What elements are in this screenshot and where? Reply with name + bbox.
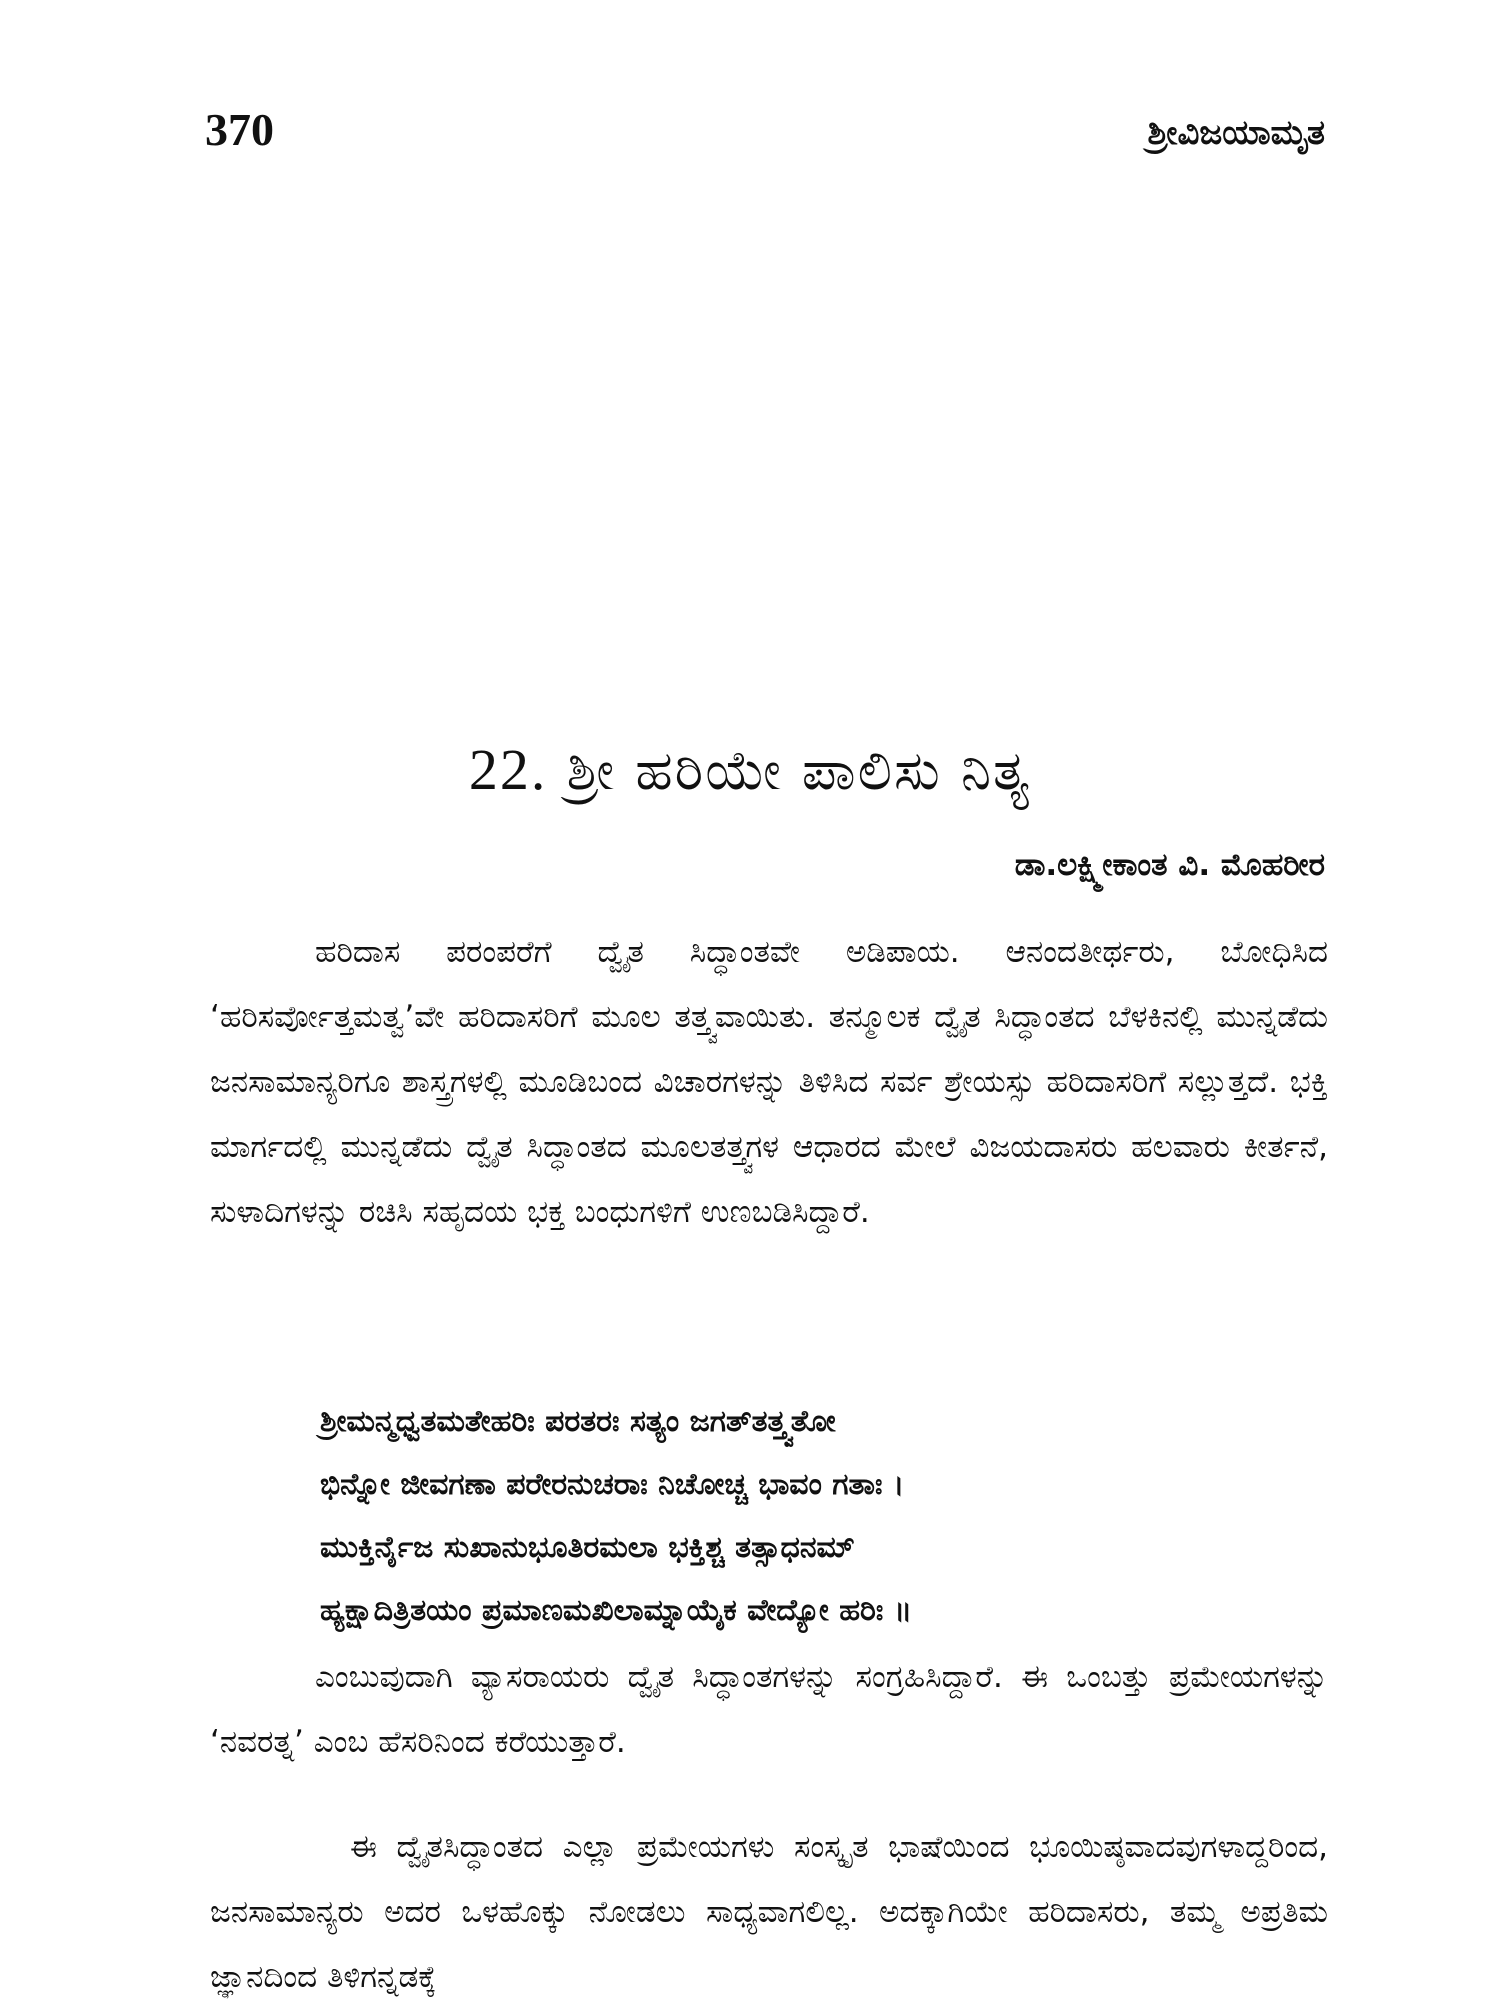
chapter-heading <box>0 730 1500 811</box>
verse-line-2: ಭಿನ್ನೋ ಜೀವಗಣಾ ಪರೇರನುಚರಾಃ ನಿಚೋಚ್ಚ ಭಾವಂ ಗತಾಃ । <box>320 1467 905 1502</box>
verse-line-1: ಶ್ರೀಮನ್ಮಧ್ವತಮತೇಹರಿಃ ಪರತರಃ ಸತ್ಯಂ ಜಗತ್‌ತತ್ತ್ವತೋ <box>320 1404 836 1439</box>
page-number: 370 <box>205 104 274 155</box>
chapter-title: ಶ್ರೀ ಹರಿಯೇ ಪಾಲಿಸು ನಿತ್ಯ <box>566 739 1032 802</box>
author-name: ಡಾ.ಲಕ್ಷ್ಮೀಕಾಂತ ವಿ. ಮೊಹರೀರ <box>1014 847 1325 883</box>
verse-line-4: ಹ್ಯಕ್ಷಾದಿತ್ರಿತಯಂ ಪ್ರಮಾಣಮಖಿಲಾಮ್ನಾಯೈಕ ವೇದ್ಯೋ ಹರಿಃ ॥ <box>320 1593 913 1628</box>
body-paragraph-1: ಹರಿದಾಸ ಪರಂಪರೆಗೆ ದ್ವೈತ ಸಿದ್ಧಾಂತವೇ ಅಡಿಪಾಯ. ಆನಂದತೀರ್ಥರು, ಬೋಧಿಸಿದ ‘ಹರಿಸರ್ವೋತ್ತಮತ್ವ’ವೇ ಹರಿದಾಸರಿಗೆ ಮೂಲ ತತ್ತ್ವವಾಯಿತು. ತನ್ಮೂಲಕ ದ್ವೈತ ಸಿದ್ಧಾಂತದ ಬೆಳಕಿನಲ್ಲಿ ಮುನ್ನಡೆದು ಜನಸಾಮಾನ್ಯರಿಗೂ ಶಾಸ್ತ್ರಗಳಲ್ಲಿ ಮೂಡಿಬಂದ ವಿಚಾರಗಳನ್ನು ತಿಳಿಸಿದ ಸರ್ವ ಶ್ರೇಯಸ್ಸು ಹರಿದಾಸರಿಗೆ ಸಲ್ಲುತ್ತದೆ. ಭಕ್ತಿ ಮಾರ್ಗದಲ್ಲಿ ಮುನ್ನಡೆದು ದ್ವೈತ ಸಿದ್ಧಾಂತದ ಮೂಲತತ್ತ್ವಗಳ ಆಧಾರದ ಮೇಲೆ ವಿಜಯದಾಸರು ಹಲವಾರು ಕೀರ್ತನೆ, ಸುಳಾದಿಗಳನ್ನು ರಚಿಸಿ ಸಹೃದಯ ಭಕ್ತ ಬಂಧುಗಳಿಗೆ ಉಣಬಡಿಸಿದ್ದಾರೆ. <box>210 934 1328 1230</box>
chapter-number: 22. <box>468 737 548 802</box>
body-paragraph-2: ಎಂಬುವುದಾಗಿ ವ್ಯಾಸರಾಯರು ದ್ವೈತ ಸಿದ್ಧಾಂತಗಳನ್ನು ಸಂಗ್ರಹಿಸಿದ್ದಾರೆ. ಈ ಒಂಬತ್ತು ಪ್ರಮೇಯಗಳನ್ನು ‘ನವರತ್ನ’ ಎಂಬ ಹೆಸರಿನಿಂದ ಕರೆಯುತ್ತಾರೆ. <box>210 1659 1328 1760</box>
body-paragraph-3: ಈ ದ್ವೈತಸಿದ್ಧಾಂತದ ಎಲ್ಲಾ ಪ್ರಮೇಯಗಳು ಸಂಸ್ಕೃತ ಭಾಷೆಯಿಂದ ಭೂಯಿಷ್ಠವಾದವುಗಳಾದ್ದರಿಂದ, ಜನಸಾಮಾನ್ಯರು ಅದರ ಒಳಹೊಕ್ಕು ನೋಡಲು ಸಾಧ್ಯವಾಗಲಿಲ್ಲ. ಅದಕ್ಕಾಗಿಯೇ ಹರಿದಾಸರು, ತಮ್ಮ ಅಪ್ರತಿಮ ಜ್ಞಾನದಿಂದ ತಿಳಿಗನ್ನಡಕ್ಕೆ <box>210 1829 1328 1995</box>
running-header-title: ಶ್ರೀವಿಜಯಾಮೃತ <box>1147 113 1325 153</box>
sanskrit-verse <box>320 1390 912 1642</box>
verse-line-3: ಮುಕ್ತಿರ್ನೈಜ ಸುಖಾನುಭೂತಿರಮಲಾ ಭಕ್ತಿಶ್ಚ ತತ್ಸಾಧನಮ್ <box>320 1530 855 1565</box>
